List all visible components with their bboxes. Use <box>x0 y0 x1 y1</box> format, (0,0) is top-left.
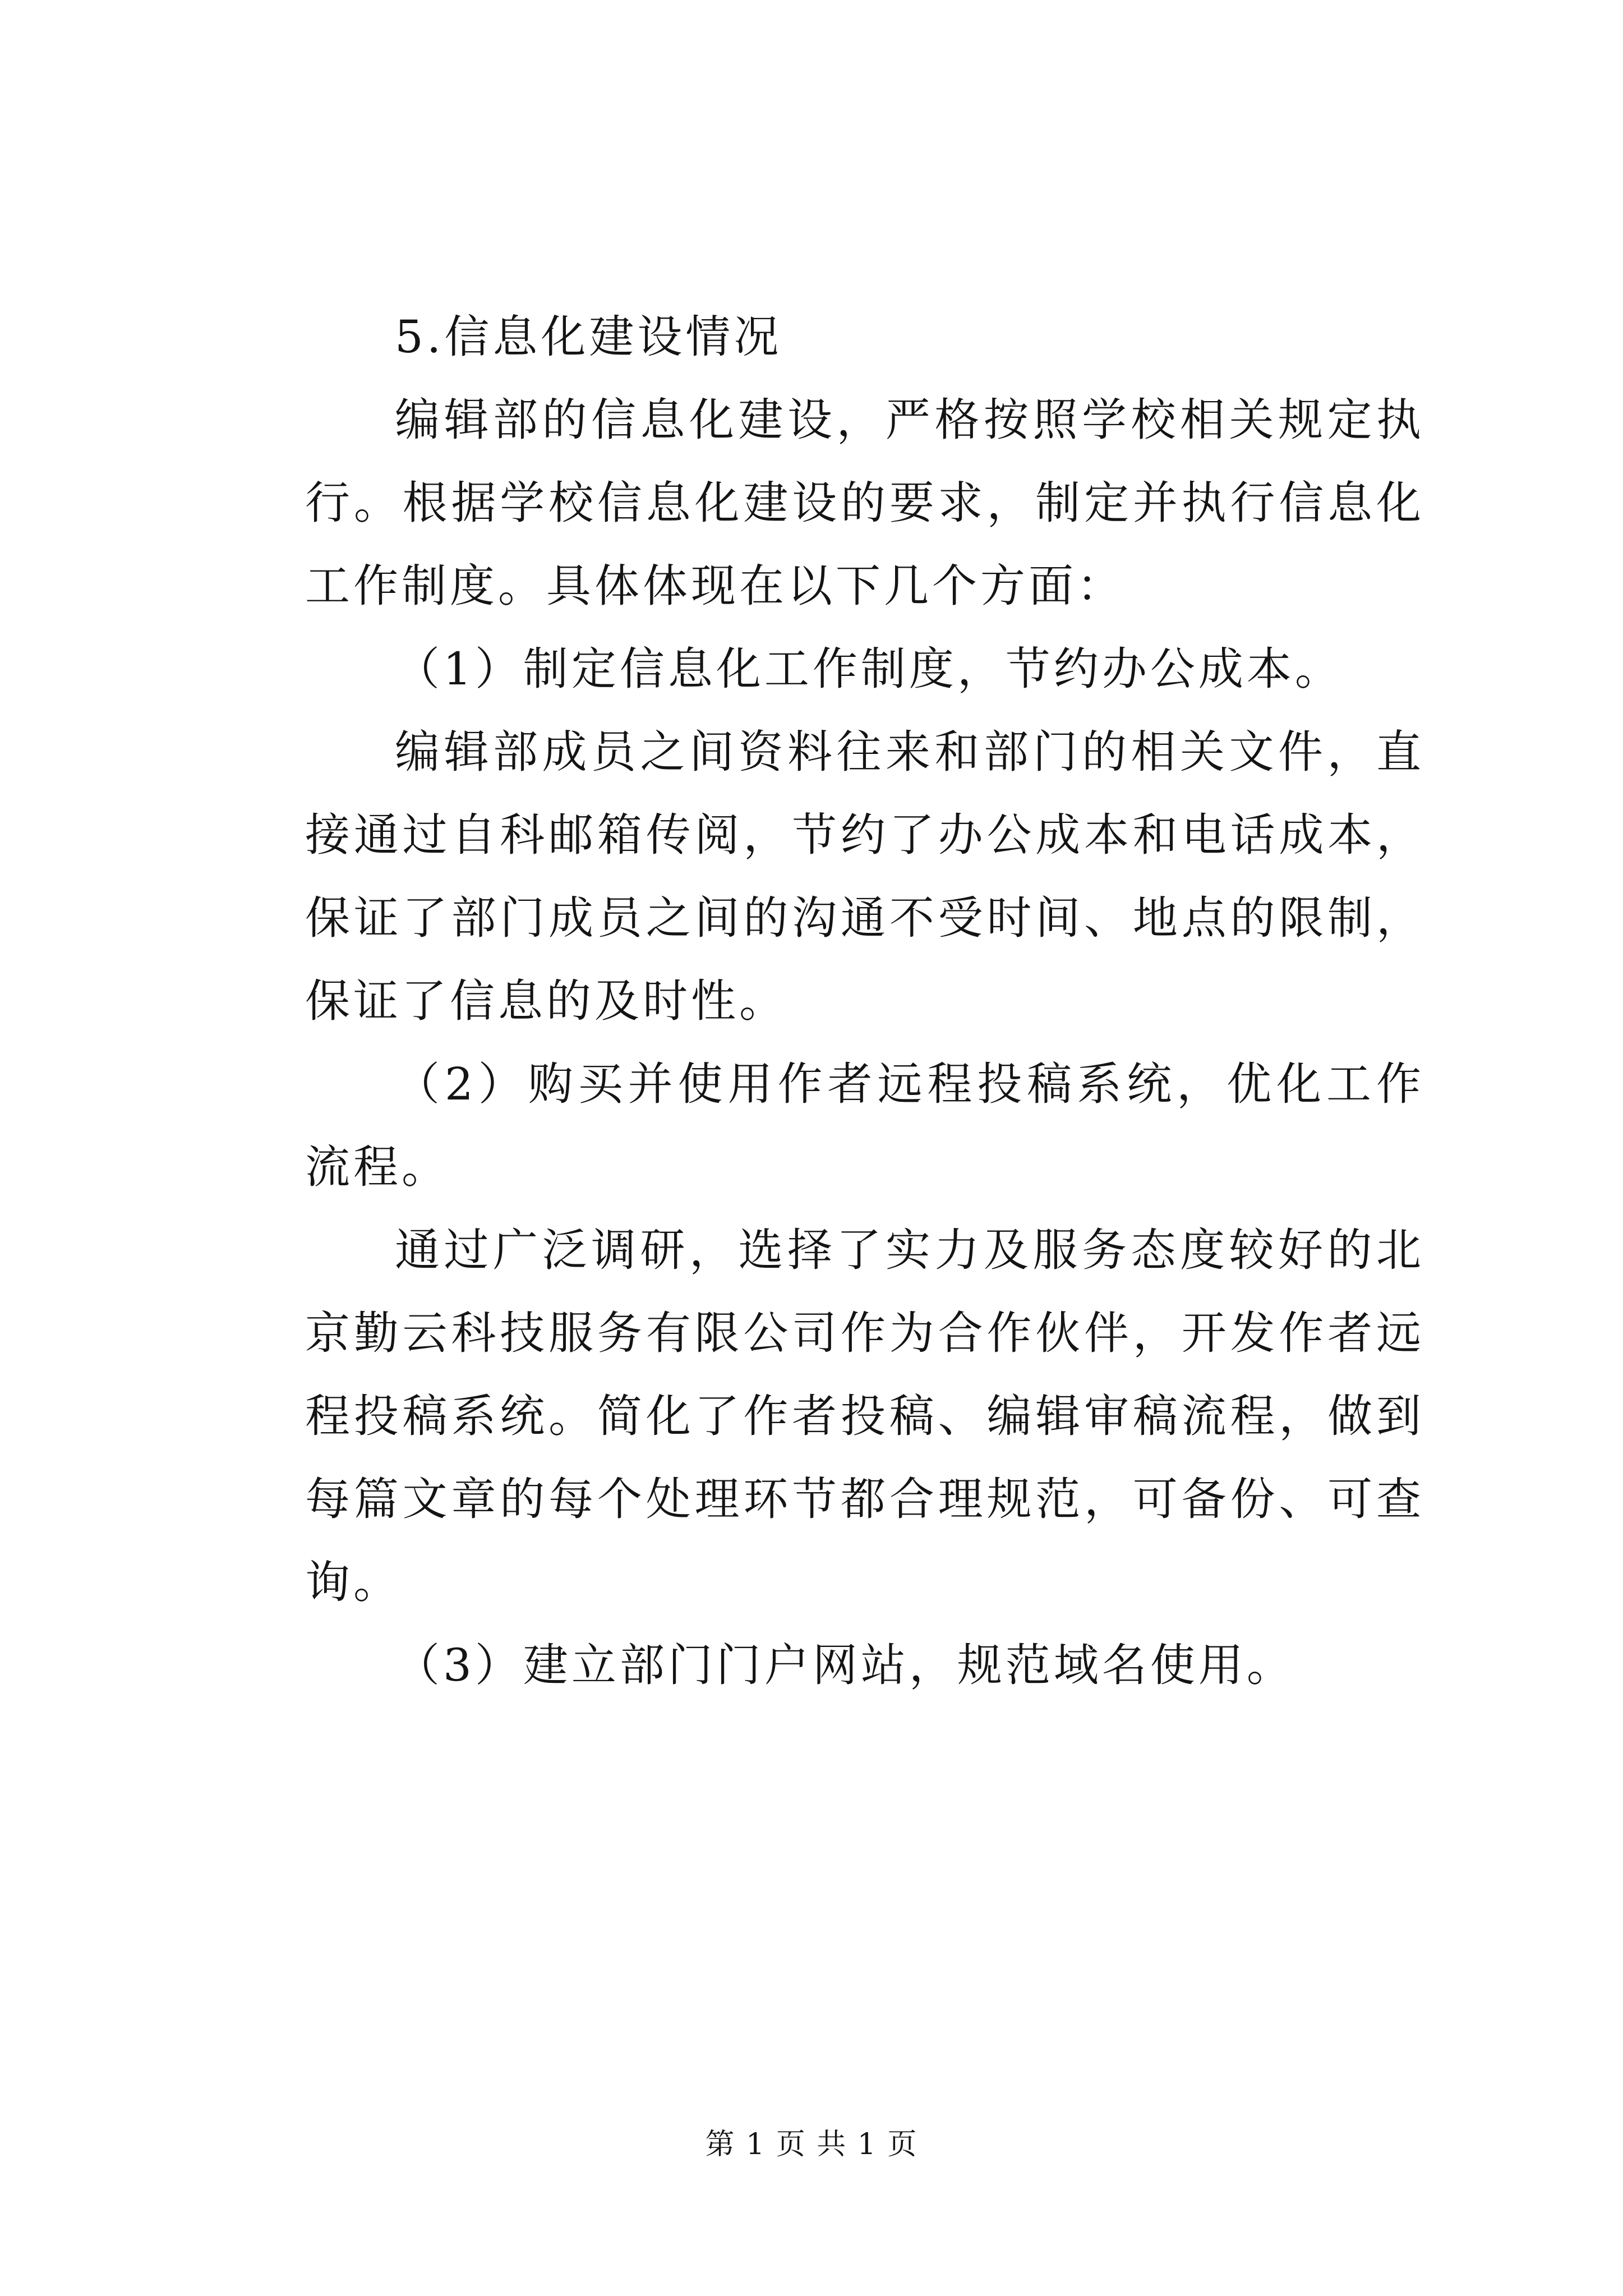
paragraph-intro: 编辑部的信息化建设，严格按照学校相关规定执行。根据学校信息化建设的要求，制定并执行信息化工作制度。具体体现在以下几个方面： <box>305 394 1424 612</box>
section-heading: 5.信息化建设情况 <box>395 311 782 363</box>
page-footer: 第 1 页 共 1 页 <box>705 2128 918 2161</box>
paragraph-1: 编辑部成员之间资料往来和部门的相关文件，直接通过自科邮箱传阅，节约了办公成本和电话成本，保证了部门成员之间的沟通不受时间、地点的限制，保证了信息的及时性。 <box>305 726 1424 1027</box>
document-body <box>305 296 1424 1707</box>
subheading-2: （2）购买并使用作者远程投稿系统，优化工作流程。 <box>305 1058 1424 1193</box>
paragraph-2: 通过广泛调研，选择了实力及服务态度较好的北京勤云科技服务有限公司作为合作伙伴，开发作者远程投稿系统。简化了作者投稿、编辑审稿流程，做到每篇文章的每个处理环节都合理规范，可备份、可查询。 <box>305 1224 1424 1608</box>
subheading-1: （1）制定信息化工作制度，节约办公成本。 <box>395 643 1343 695</box>
subheading-3: （3）建立部门门户网站，规范域名使用。 <box>395 1639 1295 1691</box>
